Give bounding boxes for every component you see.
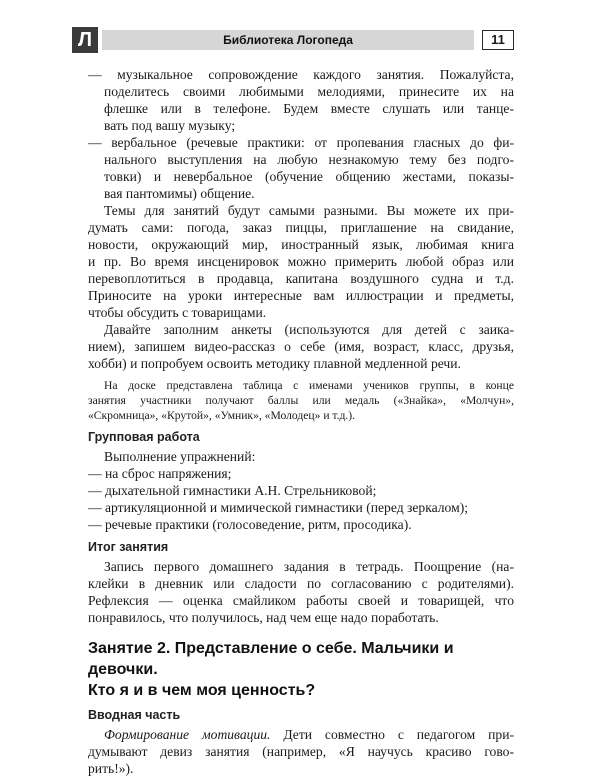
list-item: — речевые практики (голосоведение, ритм, просодика). (88, 517, 412, 532)
page-content (88, 66, 514, 777)
text-line: и пр. Во время инсценировок можно примерить любой образ или (88, 254, 514, 269)
text-line: вать под вашу музыку; (104, 118, 236, 133)
text-line: «Скромница», «Крутой», «Умник», «Молодец» и т.д.). (88, 409, 356, 422)
text-line: рить!»). (88, 761, 134, 776)
note-block (88, 378, 514, 423)
library-logo: Л (72, 27, 98, 53)
heading-intro: Вводная часть (88, 708, 181, 722)
text-line: понравилось, что получилось, над чем еще надо поработать. (88, 610, 439, 625)
text-line (88, 726, 514, 743)
paragraph-topics (88, 202, 514, 321)
text-line: нального выступления на любую незнакомую тему без подго- (104, 152, 514, 167)
lesson2-title (88, 638, 514, 701)
heading-result: Итог занятия (88, 540, 169, 554)
text-line: — музыкальное сопровождение каждого занятия. Пожалуйста, (88, 67, 514, 82)
text-line: Рефлексия — оценка смайликом работы своей и товарищей, что (88, 593, 514, 608)
text-line: Темы для занятий будут самыми разными. Вы можете их при- (104, 203, 514, 218)
bullet-verbal (88, 134, 514, 202)
paragraph-forms (88, 321, 514, 372)
bullet-music (88, 66, 514, 134)
intro-paragraph (88, 726, 514, 777)
text-line: флешке или в телефоне. Будем вместе слушать или танце- (104, 101, 514, 116)
text-line: нием), запишем видео-рассказ о себе (имя, возраст, класс, друзья, (88, 339, 514, 354)
list-item: — на сброс напряжения; (88, 466, 232, 481)
text-line: перевоплотиться в продавца, капитана воздушного судна и т.д. (88, 271, 514, 286)
running-header (72, 27, 514, 53)
text-line: вая пантомимы) общение. (104, 186, 255, 201)
text-line: думать сами: погода, заказ пиццы, приглашение на свидание, (88, 220, 514, 235)
text-line: Приносите на уроки интересные вам иллюстрации и предметы, (88, 288, 514, 303)
text-line: занятия участники получают баллы или медаль («Знайка», «Молчун», (88, 394, 514, 407)
header-title: Библиотека Логопеда (223, 33, 353, 47)
text-line: чтобы обсудить с товарищами. (88, 305, 267, 320)
text-line: На доске представлена таблица с именами учеников группы, в конце (104, 379, 514, 392)
group-work-list (88, 448, 514, 533)
text-line: Выполнение упражнений: (104, 449, 256, 464)
heading-group-work: Групповая работа (88, 430, 200, 444)
motivation-italic: Формирование мотивации. (104, 727, 271, 742)
text-line: думывают девиз занятия (например, «Я научусь красиво гово- (88, 744, 514, 759)
list-item: — дыхательной гимнастики А.Н. Стрельниковой; (88, 483, 377, 498)
text-line: Запись первого домашнего задания в тетрадь. Поощрение (на- (104, 559, 514, 574)
lesson2-title-line1: Занятие 2. Представление о себе. Мальчики и девочки. (88, 640, 454, 678)
intro-rest: Дети совместно с педагогом при- (270, 727, 514, 742)
list-item: — артикуляционной и мимической гимнастики (перед зеркалом); (88, 500, 468, 515)
text-line: Давайте заполним анкеты (используются для детей с заика- (104, 322, 514, 337)
lesson2-title-line2: Кто я и в чем моя ценность? (88, 682, 316, 699)
text-line: товки) и невербальное (обучение общению жестами, показы- (104, 169, 514, 184)
page-number: 11 (482, 30, 514, 50)
result-paragraph (88, 558, 514, 626)
text-line: — вербальное (речевые практики: от пропевания гласных до фи- (88, 135, 514, 150)
header-bar (102, 30, 474, 50)
text-line: клейки в дневник или сладости по согласованию с родителями). (88, 576, 514, 591)
text-line: поделитесь своими любимыми мелодиями, принесите их на (104, 84, 514, 99)
text-line: новости, окружающий мир, иностранный язык, любимая книга (88, 237, 514, 252)
text-line: хобби) и попробуем освоить методику плавной медленной речи. (88, 356, 461, 371)
